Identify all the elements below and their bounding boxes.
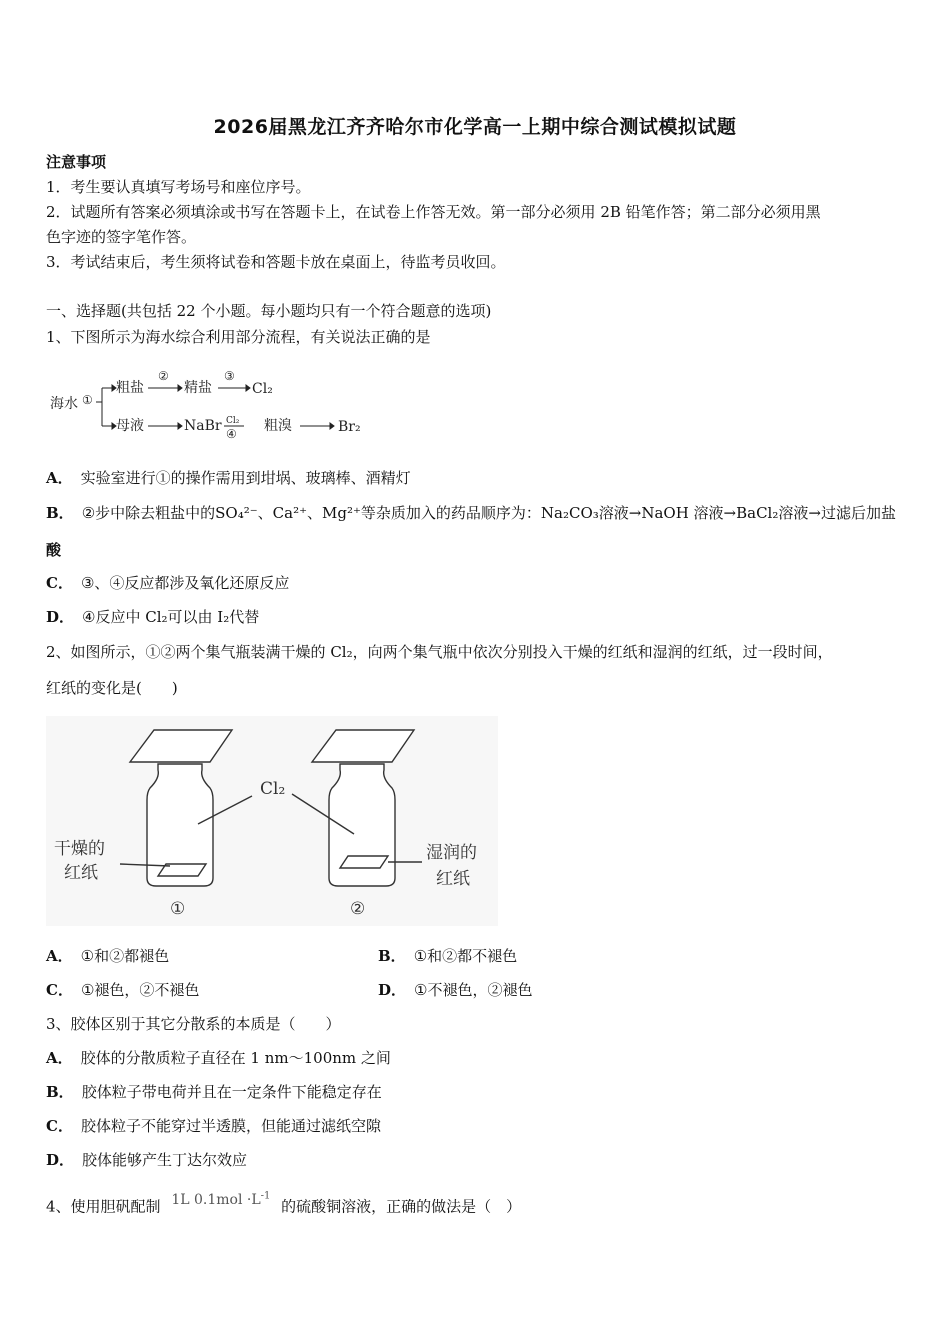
option-letter: A． <box>46 1049 73 1067</box>
section-heading: 一、选择题(共包括 22 个小题。每小题均只有一个符合题意的选项) <box>46 302 492 320</box>
question-1-stem: 1、下图所示为海水综合利用部分流程，有关说法正确的是 <box>46 328 431 346</box>
gas-bottle-figure <box>46 716 498 926</box>
q2-option-a <box>46 946 169 966</box>
option-letter: D． <box>378 981 407 999</box>
option-letter: C． <box>46 574 73 592</box>
figure-label-dry-1: 干燥的 <box>54 839 105 859</box>
question-2-stem: 2、如图所示，①②两个集气瓶装满干燥的 Cl₂，向两个集气瓶中依次分别投入干燥的红纸和湿润的红纸，过一段时间， <box>46 643 833 661</box>
flow-crude-bromine: 粗溴 <box>264 418 292 434</box>
q1-option-c <box>46 573 289 593</box>
option-text: 胶体粒子不能穿过半透膜，但能通过滤纸空隙 <box>80 1117 381 1135</box>
option-letter: A． <box>46 469 73 487</box>
q2-option-b <box>378 946 517 966</box>
q1-option-b-continued: 酸 <box>46 541 62 559</box>
question-4-stem <box>46 1190 522 1218</box>
option-text: 实验室进行①的操作需用到坩埚、玻璃棒、酒精灯 <box>80 469 411 487</box>
q1-option-d <box>46 607 259 627</box>
q4-stem-post: 的硫酸铜溶液，正确的做法是（ ） <box>281 1197 522 1216</box>
option-text: 胶体能够产生丁达尔效应 <box>82 1151 248 1169</box>
option-letter: C． <box>46 1117 73 1135</box>
q3-option-d <box>46 1150 247 1170</box>
option-letter: B． <box>378 947 406 965</box>
notice-heading: 注意事项 <box>46 153 107 171</box>
option-text: ①褪色，②不褪色 <box>80 981 200 999</box>
figure-label-wet-1: 湿润的 <box>426 843 477 863</box>
red-paper-wet <box>340 856 388 868</box>
question-3-stem: 3、胶体区别于其它分散系的本质是（ ） <box>46 1015 341 1033</box>
notice-item: 2．试题所有答案必须填涂或书写在答题卡上，在试卷上作答无效。第一部分必须用 2B 铅笔作答；第二部分必须用黑 <box>46 203 821 221</box>
notice-item: 3．考试结束后，考生须将试卷和答题卡放在桌面上，待监考员收回。 <box>46 253 506 271</box>
q2-option-c <box>46 980 199 1000</box>
flow-nabr: NaBr <box>184 418 222 434</box>
q2-option-d <box>378 980 532 1000</box>
q3-option-a <box>46 1048 391 1068</box>
seawater-flow-diagram <box>46 366 376 444</box>
figure-bottle-2-number: ② <box>350 899 366 919</box>
option-letter: D． <box>46 1151 75 1169</box>
page-title: 2026届黑龙江齐齐哈尔市化学高一上期中综合测试模拟试题 <box>213 116 737 138</box>
flow-step-4: ④ <box>226 427 237 441</box>
option-letter: A． <box>46 947 73 965</box>
option-text: 胶体的分散质粒子直径在 1 nm～100nm 之间 <box>80 1049 391 1067</box>
option-text: ①不褪色，②褪色 <box>414 981 533 999</box>
figure-label-dry-2: 红纸 <box>64 863 98 883</box>
flow-crude-salt: 粗盐 <box>116 380 144 396</box>
q4-formula-sup: -1 <box>260 1190 271 1201</box>
flow-step-3: ③ <box>224 369 235 383</box>
q1-option-b <box>46 503 896 523</box>
figure-label-wet-2: 红纸 <box>436 869 470 889</box>
option-text: 胶体粒子带电荷并且在一定条件下能稳定存在 <box>81 1083 382 1101</box>
option-letter: C． <box>46 981 73 999</box>
option-text: ②步中除去粗盐中的SO₄²⁻、Ca²⁺、Mg²⁺等杂质加入的药品顺序为：Na₂CO₃溶液→NaOH 溶液→BaCl₂溶液→过滤后加盐 <box>81 504 896 522</box>
option-letter: D． <box>46 608 75 626</box>
option-text: ①和②都褪色 <box>80 947 170 965</box>
option-text: ①和②都不褪色 <box>413 947 518 965</box>
flow-cl2-product: Cl₂ <box>252 381 273 397</box>
q3-option-c <box>46 1116 381 1136</box>
option-text: ③、④反应都涉及氧化还原反应 <box>80 574 290 592</box>
notice-item: 色字迹的签字笔作答。 <box>46 228 197 246</box>
notice-item: 1．考生要认真填写考场号和座位序号。 <box>46 178 311 196</box>
option-letter: B． <box>46 504 74 522</box>
q4-formula <box>171 1192 270 1208</box>
option-text: ④反应中 Cl₂可以由 I₂代替 <box>82 608 260 626</box>
q3-option-b <box>46 1082 382 1102</box>
flow-step-1: ① <box>82 393 93 407</box>
flow-step-2: ② <box>158 369 169 383</box>
option-letter: B． <box>46 1083 74 1101</box>
flow-br2: Br₂ <box>338 419 361 435</box>
q4-formula-main: 1L 0.1mol ·L <box>171 1191 261 1208</box>
flow-seawater: 海水 <box>50 396 78 412</box>
q1-option-a <box>46 468 411 488</box>
flow-mother-liquor: 母液 <box>116 418 144 434</box>
question-2-stem-continued: 红纸的变化是( ) <box>46 679 178 697</box>
q4-stem-pre: 4、使用胆矾配制 <box>46 1197 161 1216</box>
figure-gas-label: Cl₂ <box>260 779 286 799</box>
figure-bottle-1-number: ① <box>170 899 186 919</box>
flow-reagent-cl2: Cl₂ <box>226 416 240 426</box>
flow-refined-salt: 精盐 <box>184 380 212 396</box>
